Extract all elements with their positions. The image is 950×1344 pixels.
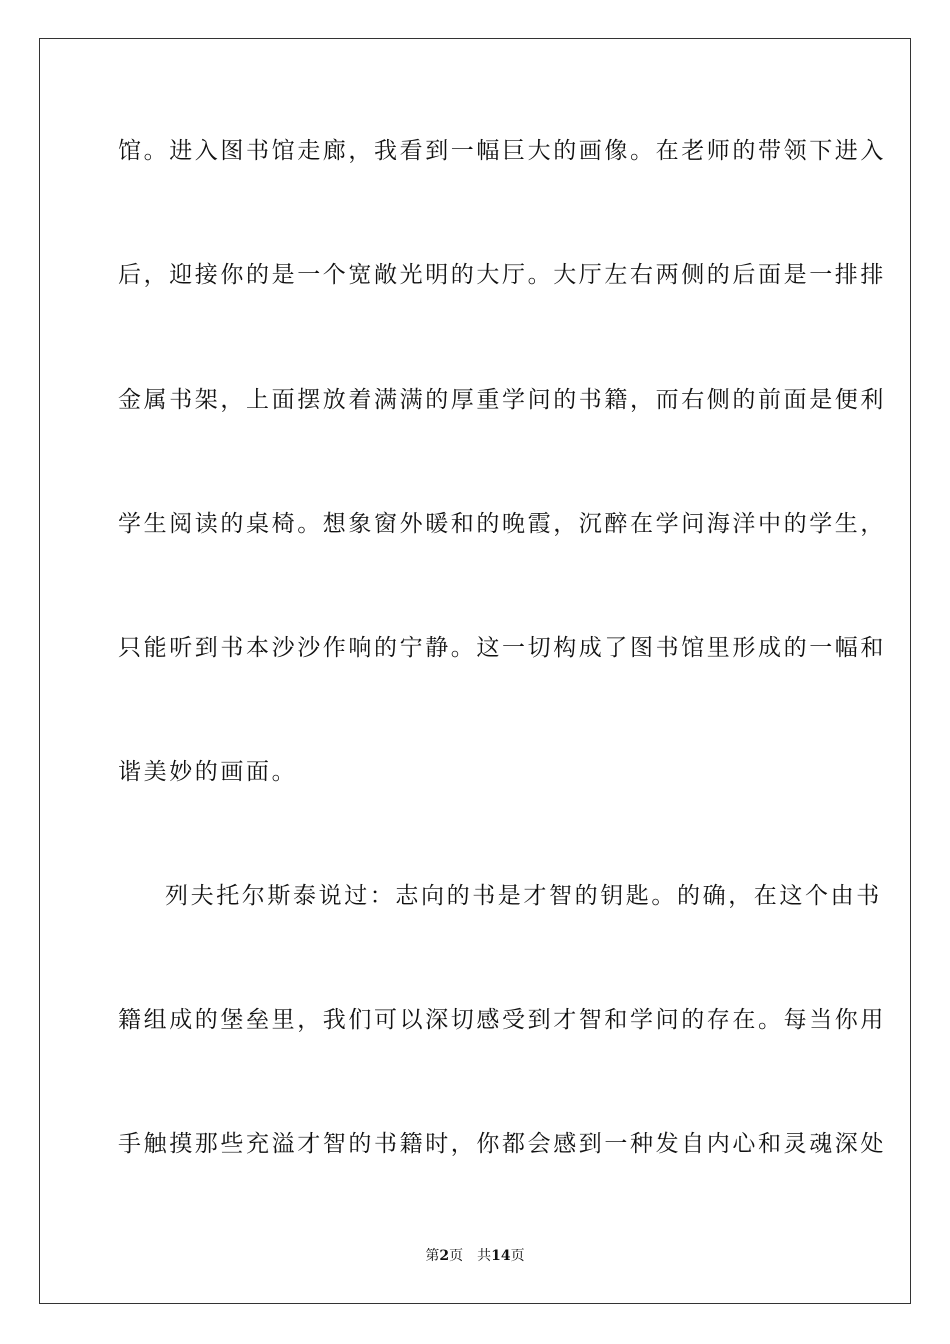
paragraph-line: 籍组成的堡垒里，我们可以深切感受到才智和学问的存在。每当你用 <box>118 1007 886 1033</box>
paragraph-line: 只能听到书本沙沙作响的宁静。这一切构成了图书馆里形成的一幅和 <box>118 635 886 661</box>
paragraph-first-line: 列夫托尔斯泰说过：志向的书是才智的钥匙。的确，在这个由书 <box>165 883 882 909</box>
page-border <box>39 38 911 1304</box>
paragraph-line: 金属书架，上面摆放着满满的厚重学问的书籍，而右侧的前面是便利 <box>118 387 886 413</box>
paragraph-line: 后，迎接你的是一个宽敞光明的大厅。大厅左右两侧的后面是一排排 <box>118 262 886 288</box>
page-prefix: 第 <box>425 1248 440 1264</box>
total-prefix: 共 <box>477 1248 492 1264</box>
paragraph-line: 谐美妙的画面。 <box>118 759 298 785</box>
page-suffix: 页 <box>449 1248 464 1264</box>
page-number: 2 <box>439 1248 450 1264</box>
total-suffix: 页 <box>510 1248 525 1264</box>
total-pages: 14 <box>491 1248 511 1264</box>
paragraph-line: 手触摸那些充溢才智的书籍时，你都会感到一种发自内心和灵魂深处 <box>118 1131 886 1157</box>
paragraph-line: 馆。进入图书馆走廊，我看到一幅巨大的画像。在老师的带领下进入 <box>118 138 886 164</box>
paragraph-line: 学生阅读的桌椅。想象窗外暖和的晚霞，沉醉在学问海洋中的学生， <box>118 511 886 537</box>
page-footer <box>0 1247 950 1265</box>
